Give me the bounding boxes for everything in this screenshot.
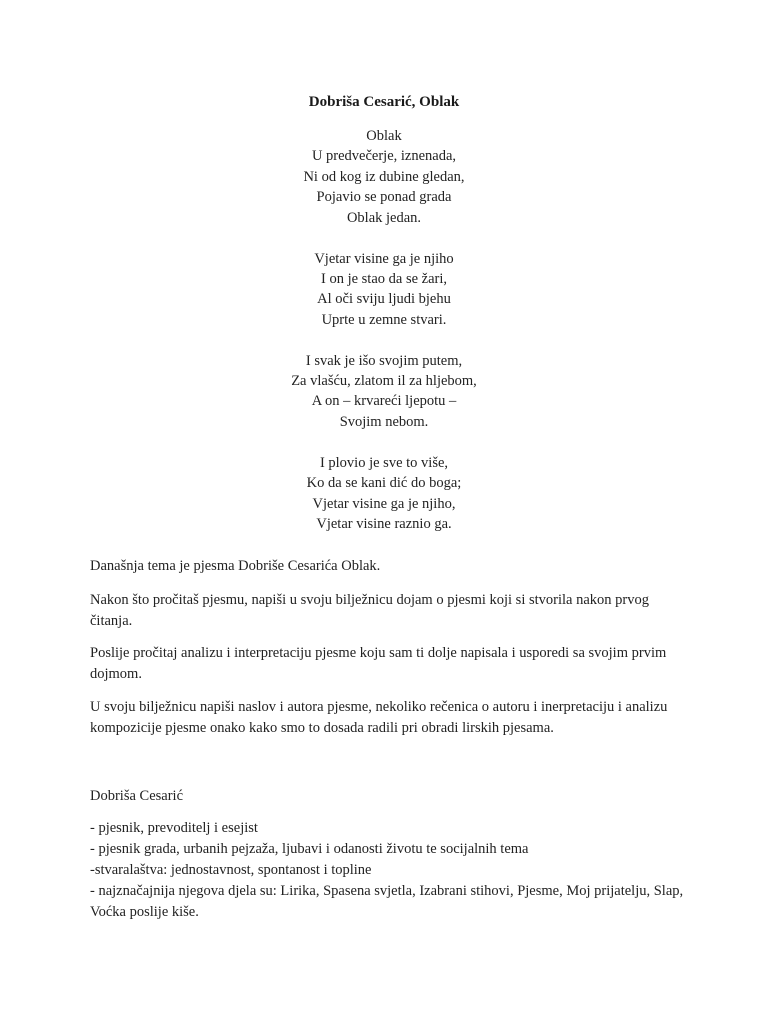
poem-line: Uprte u zemne stvari.	[321, 311, 447, 328]
poem-body	[0, 126, 768, 534]
poem-line: I svak je išo svojim putem,	[305, 352, 463, 369]
list-item: - pjesnik, prevoditelj i esejist	[90, 820, 258, 836]
instruction-paragraph	[90, 697, 690, 739]
poem-line: Oblak	[366, 128, 402, 144]
poem-line: U predvečerje, iznenada,	[311, 148, 457, 165]
poem-title: Dobriša Cesarić, Oblak	[308, 94, 460, 110]
poem-line: Vjetar visine raznio ga.	[316, 516, 452, 533]
author-bullet-list	[90, 818, 690, 923]
poem-stanza	[0, 126, 768, 228]
author-name: Dobriša Cesarić	[90, 788, 184, 804]
poem-line: I plovio je sve to više,	[319, 454, 449, 471]
paragraph-text: Nakon što pročitaš pjesmu, napiši u svoju bilježnicu dojam o pjesmi koji si stvorila nakon prvog čitanja.	[90, 592, 649, 629]
poem-line: Vjetar visine ga je njiho	[314, 250, 454, 267]
poem-stanza	[0, 249, 768, 331]
list-item: - pjesnik grada, urbanih pejzaža, ljubavi i odanosti životu te socijalnih tema	[90, 841, 529, 857]
poem-line: Oblak jedan.	[346, 209, 422, 226]
list-item: - najznačajnija njegova djela su: Lirika, Spasena svjetla, Izabrani stihovi, Pjesme, Moj prijatelju, Slap, Voćka poslije kiše.	[90, 883, 684, 920]
poem-line: I on je stao da se žari,	[320, 270, 448, 287]
paragraph-text: Današnja tema je pjesma Dobriše Cesarića Oblak.	[90, 558, 381, 574]
poem-line: Za vlašću, zlatom il za hljebom,	[291, 373, 477, 390]
instruction-paragraph	[90, 643, 690, 685]
poem-line: A on – krvareći ljepotu –	[311, 393, 457, 410]
list-item: -stvaralaštva: jednostavnost, spontanost i topline	[90, 862, 372, 878]
paragraph-text: Poslije pročitaj analizu i interpretaciju pjesme koju sam ti dolje napisala i usporedi sa svojim prvim dojmom.	[90, 645, 667, 682]
poem-line: Al oči sviju ljudi bjehu	[317, 291, 451, 308]
poem-line: Vjetar visine ga je njiho,	[312, 495, 456, 512]
author-heading	[90, 786, 690, 807]
paragraph-text: U svoju bilježnicu napiši naslov i autora pjesme, nekoliko rečenica o autoru i inerpretaciju i analizu kompozicije pjesme onako kako smo to dosada radili pri obradi lirskih pjesama.	[90, 699, 668, 736]
poem-line: Ko da se kani dić do boga;	[306, 475, 462, 492]
poem-line: Ni od kog iz dubine gledan,	[303, 168, 465, 185]
poem-line: Svojim nebom.	[339, 413, 429, 430]
instruction-paragraph	[90, 590, 690, 632]
intro-paragraph	[90, 556, 690, 577]
poem-stanza	[0, 351, 768, 433]
poem-stanza	[0, 453, 768, 535]
poem-line: Pojavio se ponad grada	[316, 189, 452, 206]
